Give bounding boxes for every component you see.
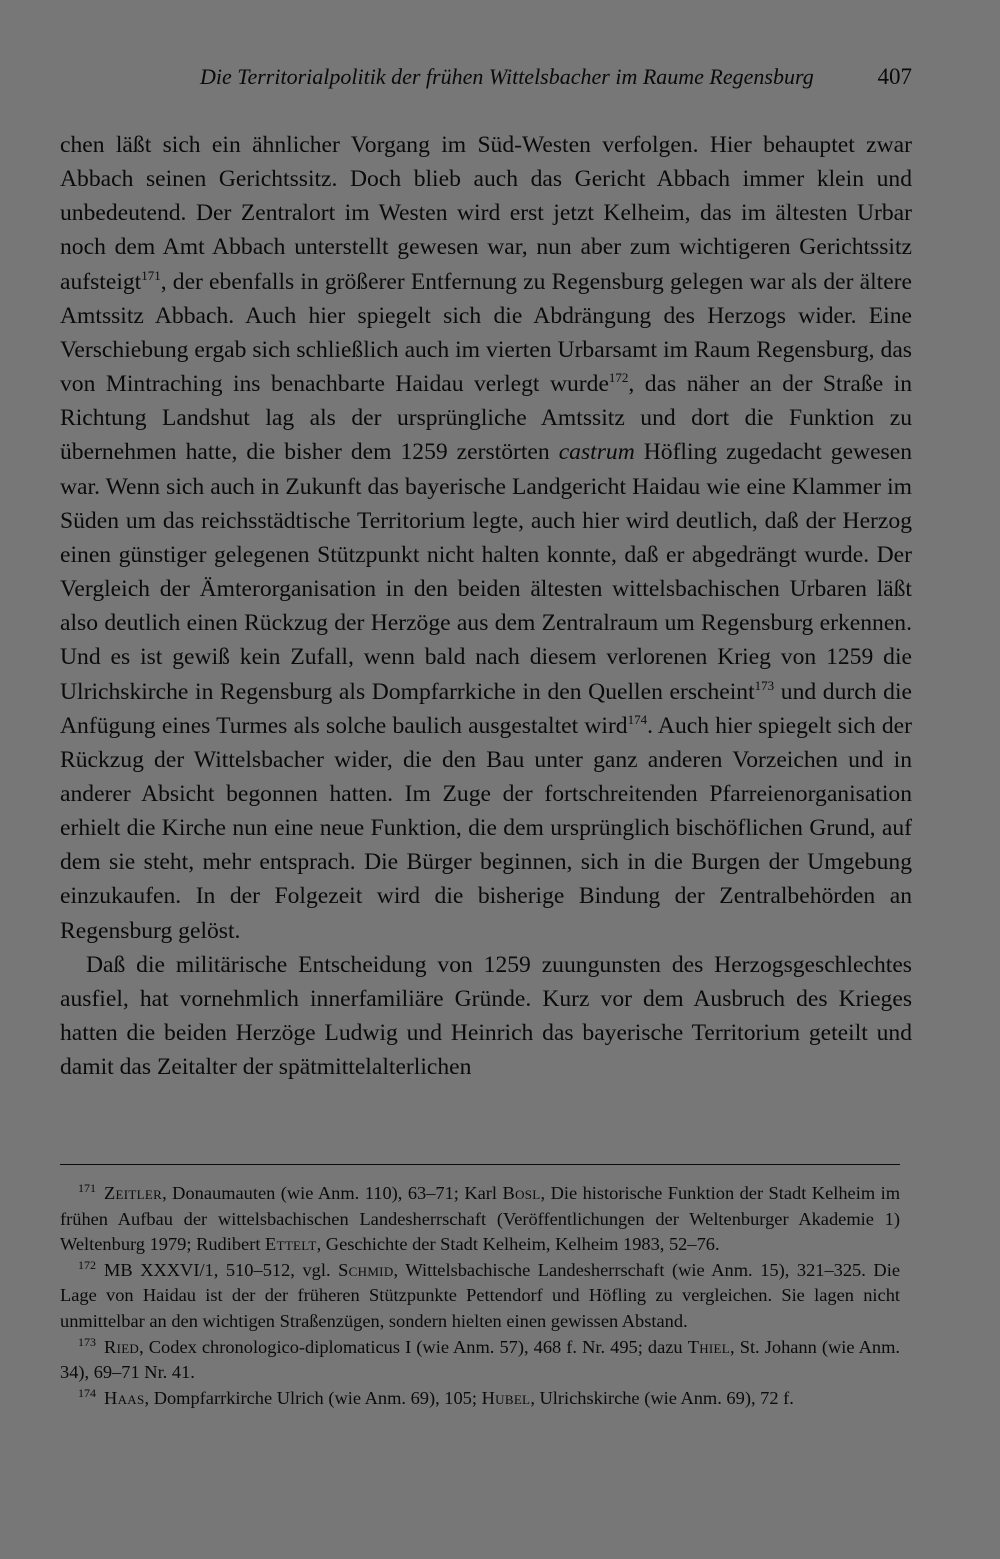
page-number: 407: [877, 64, 912, 89]
footnote-text: , Ulrichskirche (wie Anm. 69), 72 f.: [530, 1387, 794, 1408]
author-name: Schmid: [338, 1259, 394, 1280]
author-name: Ried: [104, 1336, 140, 1357]
text-run: . Auch hier spiegelt sich der Rückzug der Wittelsbacher wider, die den Bau unter ganz anderen Vorzeichen und in anderer Absicht begonnen hatten. Im Zuge der fortschreitenden Pfarreienorganisation erhielt die Kirche nun eine neue Funktion, die dem ursprünglich bischöflichen Grund, auf dem sie steht, mehr entsprach. Die Bürger beginnen, sich in die Burgen der Umgebung einzukaufen. In der Folgezeit wird die bisherige Bindung der Zentralbehörden an Regensburg gelöst.: [60, 712, 912, 944]
footnote-text: , Wittelsbachische Landesherrschaft (wie Anm. 15), 321–325. Die Lage von Haidau ist der der früheren Stützpunkte Pettendorf und Höfling zu vergleichen. Sie lagen nicht unmittelbar an den wichtigen Straßenzügen, sondern hielten einen gewissen Abstand.: [60, 1259, 900, 1331]
footnote-172: [60, 1258, 900, 1335]
text-run: Höfling zugedacht gewesen war. Wenn sich auch in Zukunft das bayerische Landgericht Haidau wie eine Klammer im Süden um das reichsstädtische Territorium legte, auch hier wird deutlich, daß der Herzog einen günstiger gelegenen Stützpunkt nicht halten konnte, daß er abgedrängt wurde. Der Vergleich der Ämterorganisation in den beiden ältesten wittelsbachischen Urbaren läßt also deutlich einen Rückzug der Herzöge aus dem Zentralraum um Regensburg erkennen. Und es ist gewiß kein Zufall, wenn bald nach diesem verlorenen Krieg von 1259 die Ulrichskirche in Regensburg als Dompfarrkiche in den Quellen erscheint: [60, 439, 913, 705]
running-head: [60, 60, 912, 94]
footnotes: [60, 1181, 900, 1411]
italic-term: castrum: [558, 439, 635, 466]
footnote-ref-174: 174: [627, 711, 648, 727]
text-run: , der ebenfalls in größerer Entfernung zu Regensburg gelegen war als der ältere Amtssitz Abbach. Auch hier spiegelt sich die Abdrängung des Herzogs wider. Eine Verschiebung ergab sich schließlich auch im vierten Urbarsamt im Raum Regensburg, das von Mintraching ins benachbarte Haidau verlegt wurde: [60, 268, 912, 398]
footnote-ref-173: 173: [754, 677, 775, 693]
text-run: chen läßt sich ein ähnlicher Vorgang im Süd-Westen verfolgen. Hier behauptet zwar Abbach seinen Gerichtssitz. Doch blieb auch das Gericht Abbach immer klein und unbedeutend. Der Zentralort im Westen wird erst jetzt Kelheim, das im ältesten Urbar noch dem Amt Abbach unterstellt gewesen war, nun aber zum wichtigeren Gerichtssitz aufsteigt: [60, 132, 912, 295]
footnote-171: [60, 1181, 900, 1258]
text-run: , das näher an der Straße in Richtung Landshut lag als der ursprüngliche Amtssitz und dort die Funktion zu übernehmen hatte, die bisher dem 1259 zerstörten: [60, 371, 912, 466]
running-title: Die Territorialpolitik der frühen Wittelsbacher im Raume Regensburg: [200, 64, 814, 89]
footnote-text: , Codex chronologico-diplomaticus I (wie Anm. 57), 468 f. Nr. 495; dazu: [139, 1336, 688, 1357]
footnote-separator: [60, 1164, 900, 1165]
footnote-text: , St. Johann (wie Anm. 34), 69–71 Nr. 41.: [60, 1336, 900, 1383]
text-run: und durch die Anfügung eines Turmes als solche baulich ausgestaltet wird: [60, 678, 912, 739]
footnote-text: , Geschichte der Stadt Kelheim, Kelheim 1983, 52–76.: [316, 1234, 720, 1255]
paragraph-1: [60, 128, 912, 948]
author-name: Hubel: [481, 1387, 531, 1408]
author-name: Zeitler: [104, 1183, 163, 1203]
author-name: Thiel: [687, 1336, 731, 1357]
footnote-174: [60, 1386, 900, 1412]
paragraph-2: Daß die militärische Entscheidung von 1259 zuungunsten des Herzogsgeschlechtes ausfiel, hat vornehmlich innerfamiliäre Gründe. Kurz vor dem Ausbruch des Krieges hatten die beiden Herzöge Ludwig und Heinrich das bayerische Territorium geteilt und damit das Zeitalter der spätmittelalterlichen: [60, 951, 912, 1081]
footnote-173: [60, 1335, 900, 1386]
main-text: [60, 128, 912, 1084]
footnote-text: MB XXXVI/1, 510–512, vgl.: [104, 1259, 339, 1280]
footnote-text: , Dompfarrkirche Ulrich (wie Anm. 69), 105;: [144, 1387, 482, 1408]
footnote-number: 172: [78, 1257, 96, 1272]
footnote-text: , Donaumauten (wie Anm. 110), 63–71; Karl: [162, 1183, 503, 1203]
footnote-number: 173: [78, 1334, 96, 1349]
footnote-text: , Die historische Funktion der Stadt Kelheim im frühen Aufbau der wittelsbachischen Landesherrschaft (Veröffentlichungen der Weltenburger Akademie 1) Weltenburg 1979; Rudibert: [60, 1183, 901, 1255]
footnote-ref-171: 171: [141, 267, 161, 283]
footnote-ref-172: 172: [608, 370, 629, 386]
footnote-number: 174: [78, 1385, 96, 1400]
author-name: Bosl: [502, 1183, 541, 1203]
author-name: Ettelt: [265, 1234, 317, 1255]
author-name: Haas: [104, 1387, 145, 1408]
footnote-number: 171: [78, 1181, 96, 1195]
